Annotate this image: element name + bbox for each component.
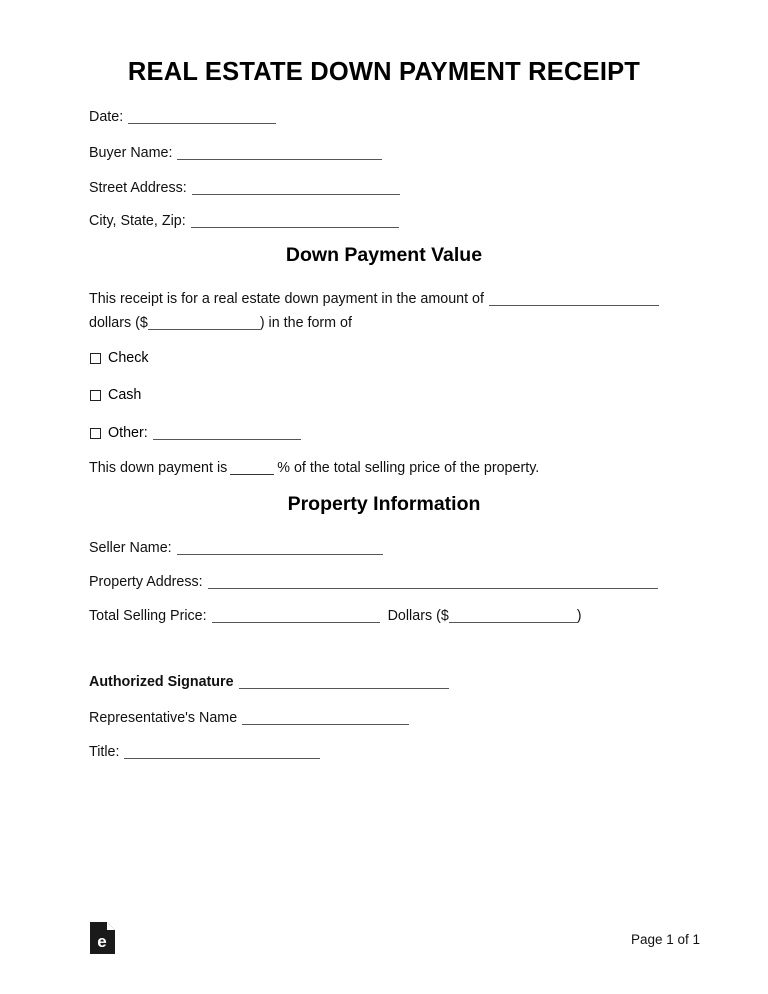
- section-heading-property-information: Property Information: [287, 493, 481, 515]
- field-property-address-label: Property Address:: [89, 574, 203, 590]
- field-title: [89, 743, 320, 761]
- field-total-selling-price-input-rule[interactable]: [212, 610, 380, 623]
- option-check-label: Check: [108, 350, 149, 366]
- down-payment-percent-prefix: This down payment is: [89, 460, 228, 476]
- field-street-address-input-rule[interactable]: [192, 182, 400, 195]
- option-other-label: Other:: [108, 425, 148, 441]
- eforms-document-logo-icon[interactable]: [89, 921, 117, 955]
- field-representative-name-input-rule[interactable]: [242, 712, 409, 725]
- field-street-address: [89, 179, 400, 197]
- field-total-selling-price-label: Total Selling Price:: [89, 608, 207, 624]
- field-buyer-name: [89, 144, 382, 162]
- checkbox-icon-other[interactable]: [90, 428, 101, 439]
- down-payment-amount-text: This receipt is for a real estate down payment in the amount of: [89, 291, 484, 307]
- option-cash[interactable]: [90, 386, 141, 404]
- checkbox-icon-check[interactable]: [90, 353, 101, 364]
- checkbox-icon-cash[interactable]: [90, 390, 101, 401]
- page-title: REAL ESTATE DOWN PAYMENT RECEIPT: [127, 58, 641, 86]
- option-other[interactable]: [90, 424, 301, 442]
- field-title-input-rule[interactable]: [124, 746, 320, 759]
- section-heading-down-payment-value: Down Payment Value: [285, 244, 483, 266]
- field-dollars-close-paren: ): [576, 608, 582, 624]
- field-seller-name-label: Seller Name:: [89, 540, 172, 556]
- field-representative-name: [89, 709, 409, 727]
- field-authorized-signature: [89, 673, 449, 691]
- field-date-input-rule[interactable]: [128, 111, 276, 124]
- field-title-label: Title:: [89, 744, 120, 760]
- field-representative-name-label: Representative's Name: [89, 710, 238, 726]
- down-payment-amount-input-rule[interactable]: [489, 293, 659, 306]
- field-seller-name: [89, 539, 383, 557]
- field-total-selling-price: [89, 607, 582, 625]
- down-payment-percent-suffix: % of the total selling price of the property.: [277, 460, 540, 476]
- field-date: [89, 108, 276, 126]
- field-street-address-label: Street Address:: [89, 180, 187, 196]
- option-other-input-rule[interactable]: [153, 427, 301, 440]
- down-payment-dollars-suffix: ) in the form of: [259, 315, 352, 331]
- field-city-state-zip: [89, 212, 399, 230]
- down-payment-dollars-input-rule[interactable]: [148, 317, 260, 330]
- field-date-label: Date:: [89, 109, 124, 125]
- down-payment-amount-line: [89, 290, 659, 308]
- field-city-state-zip-label: City, State, Zip:: [89, 213, 186, 229]
- footer-page-number: Page 1 of 1: [630, 932, 700, 947]
- field-seller-name-input-rule[interactable]: [177, 542, 383, 555]
- down-payment-percent-input-rule[interactable]: [230, 462, 274, 475]
- field-authorized-signature-label: Authorized Signature: [89, 674, 234, 690]
- field-authorized-signature-input-rule[interactable]: [239, 676, 449, 689]
- field-property-address-input-rule[interactable]: [208, 576, 658, 589]
- down-payment-dollars-prefix: dollars ($: [89, 315, 148, 331]
- field-city-state-zip-input-rule[interactable]: [191, 215, 399, 228]
- field-dollars-label: Dollars ($: [387, 608, 449, 624]
- field-property-address: [89, 573, 658, 591]
- down-payment-percent-line: [89, 459, 539, 477]
- option-cash-label: Cash: [108, 387, 142, 403]
- down-payment-dollars-line: [89, 314, 352, 332]
- svg-text:e: e: [97, 932, 107, 951]
- option-check[interactable]: [90, 349, 149, 367]
- field-dollars-input-rule[interactable]: [449, 610, 577, 623]
- field-buyer-name-input-rule[interactable]: [177, 147, 382, 160]
- field-buyer-name-label: Buyer Name:: [89, 145, 173, 161]
